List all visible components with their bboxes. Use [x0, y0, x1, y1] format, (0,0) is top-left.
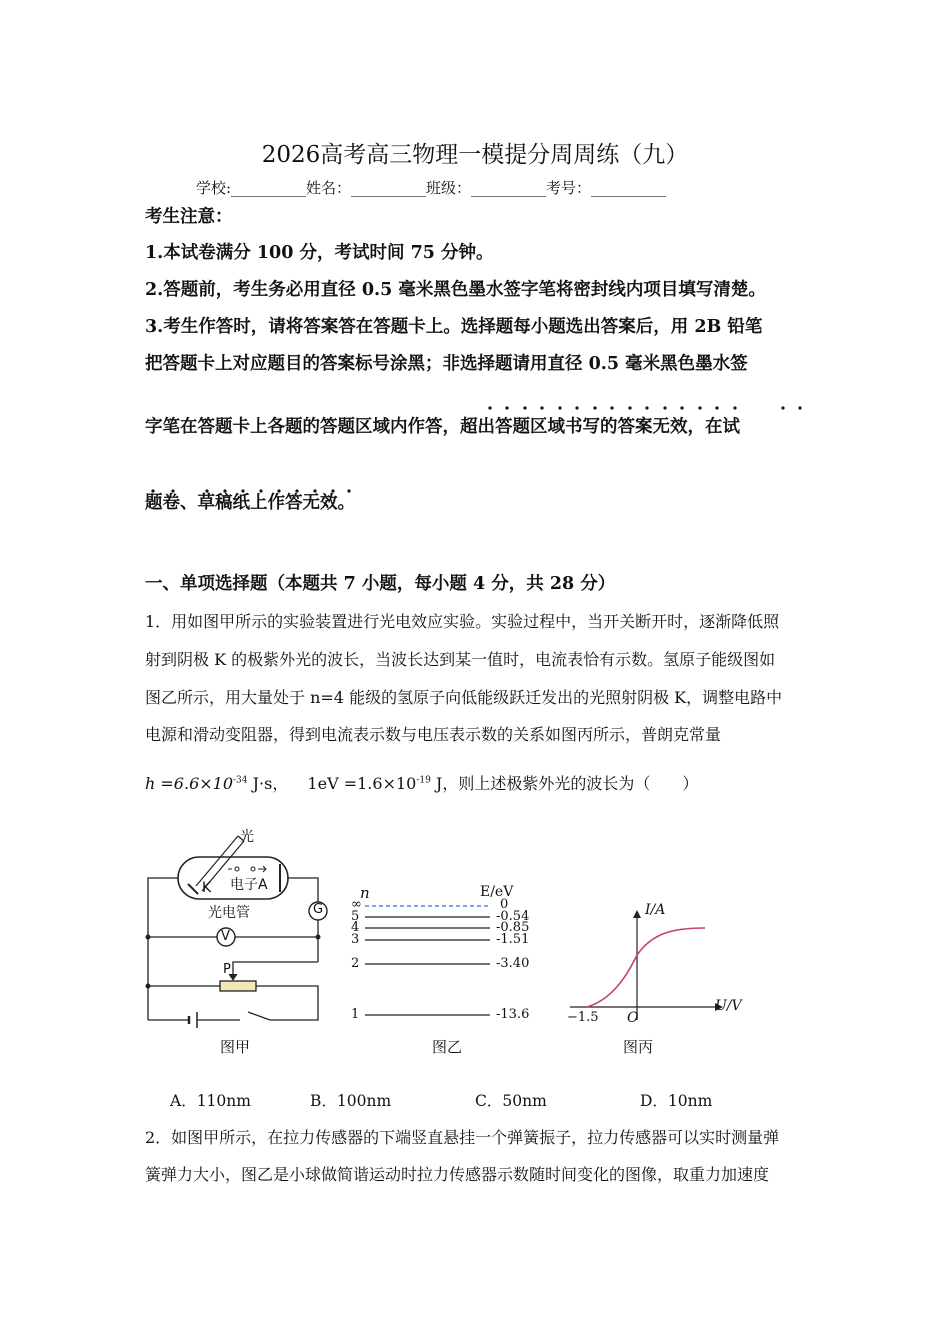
- ev-conversion: 1eV =1.6×10: [307, 774, 417, 793]
- notice-item-3-line-1: 3.考生作答时，请将答案答在答题卡上。选择题每小题选出答案后，用 2B 铅笔: [145, 317, 763, 337]
- ev-exponent: -19: [416, 775, 431, 786]
- exam-title: 2026高考高三物理一模提分周周练（九）: [261, 142, 689, 168]
- q1-line-3: 图乙所示，用大量处于 n=4 能级的氢原子向低能级跃迁发出的光照射阴极 K，调整电路中: [145, 688, 783, 707]
- current-axis-label: I/A: [645, 902, 666, 918]
- planck-constant: h =6.6×10: [145, 774, 234, 793]
- figure-jia-caption: 图甲: [220, 1038, 251, 1056]
- level-e-infinity: 0: [500, 897, 509, 912]
- q1-question-tail: ，则上述极紫外光的波长为（ ）: [442, 774, 699, 793]
- level-e-5: -0.54: [496, 909, 530, 924]
- ev-unit: J: [430, 774, 443, 793]
- figure-yi-caption: 图乙: [432, 1038, 463, 1056]
- option-c[interactable]: C．50nm: [475, 1092, 547, 1110]
- planck-unit: J·s: [247, 774, 273, 793]
- q1-line-2: 射到阴极 K 的极紫外光的波长，当波长达到某一值时，电流表恰有示数。氢原子能级图如: [145, 650, 776, 669]
- option-a[interactable]: A．110nm: [170, 1092, 251, 1110]
- level-n-3: 3: [351, 932, 360, 947]
- level-e-2: -3.40: [496, 956, 530, 971]
- energy-axis-label: E/eV: [480, 884, 514, 900]
- slider-label: P: [223, 962, 231, 977]
- figure-bing-caption: 图丙: [623, 1038, 654, 1056]
- electron-anode-label: 电子A: [230, 877, 268, 893]
- level-n-1: 1: [351, 1007, 360, 1022]
- cathode-label: K: [202, 880, 212, 896]
- notice-item-1: 1.本试卷满分 100 分，考试时间 75 分钟。: [145, 243, 494, 263]
- student-info-line: 学校:__________姓名：__________班级：__________考号：__________: [196, 179, 667, 197]
- notice-heading: 考生注意：: [145, 207, 233, 227]
- level-n-5: 5: [351, 909, 360, 924]
- notice-item-3-line-2: 把答题卡上对应题目的答案标号涂黑；非选择题请用直径 0.5 毫米黑色墨水签: [145, 354, 748, 374]
- voltmeter-label: V: [221, 929, 230, 944]
- option-b[interactable]: B．100nm: [310, 1092, 392, 1110]
- notice-item-3-line-3: 字笔在答题卡上各题的答题区域内作答，超出答题区域书写的答案无效，在试: [145, 417, 740, 437]
- notice-item-2: 2.答题前，考生务必用直径 0.5 毫米黑色墨水签字笔将密封线内项目填写清楚。: [145, 280, 766, 300]
- phototube-label: 光电管: [208, 905, 250, 921]
- figure-jia-circuit: [140, 822, 340, 1062]
- option-d[interactable]: D．10nm: [640, 1092, 713, 1110]
- light-label: 光: [240, 829, 254, 845]
- emphasis-dots-row-2: [145, 479, 355, 485]
- q2-line-2: 簧弹力大小，图乙是小球做简谐运动时拉力传感器示数随时间变化的图像，取重力加速度: [145, 1165, 770, 1184]
- level-e-1: -13.6: [496, 1007, 530, 1022]
- q1-line-1: 1．用如图甲所示的实验装置进行光电效应实验。实验过程中，当开关断开时，逐渐降低照: [145, 612, 780, 631]
- stopping-voltage-tick: −1.5: [567, 1010, 599, 1025]
- level-n-4: 4: [351, 920, 360, 935]
- planck-exponent: -34: [233, 775, 248, 786]
- q1-formula-line: [145, 771, 698, 794]
- origin-label: O: [627, 1010, 639, 1026]
- level-n-infinity: ∞: [351, 897, 362, 912]
- level-e-4: -0.85: [496, 920, 530, 935]
- q1-line-4: 电源和滑动变阻器，得到电流表示数与电压表示数的关系如图丙所示，普朗克常量: [145, 725, 722, 744]
- notice-item-3-line-4: 题卷、草稿纸上作答无效。: [145, 493, 355, 513]
- emphasis-dots-row-1: [485, 396, 805, 402]
- figure-yi-energy-levels: [350, 880, 550, 1060]
- q2-line-1: 2．如图甲所示，在拉力传感器的下端竖直悬挂一个弹簧振子，拉力传感器可以实时测量弹: [145, 1128, 780, 1147]
- section-heading: 一、单项选择题（本题共 7 小题，每小题 4 分，共 28 分）: [145, 574, 616, 594]
- figure-bing-iu-curve: [565, 900, 755, 1060]
- current-voltage-curve: [587, 928, 705, 1007]
- voltage-axis-label: U/V: [715, 998, 742, 1014]
- level-e-3: -1.51: [496, 932, 530, 947]
- n-axis-label: n: [360, 884, 370, 902]
- formula-separator: ，: [272, 774, 289, 793]
- level-n-2: 2: [351, 956, 360, 971]
- galvanometer-label: G: [313, 902, 324, 917]
